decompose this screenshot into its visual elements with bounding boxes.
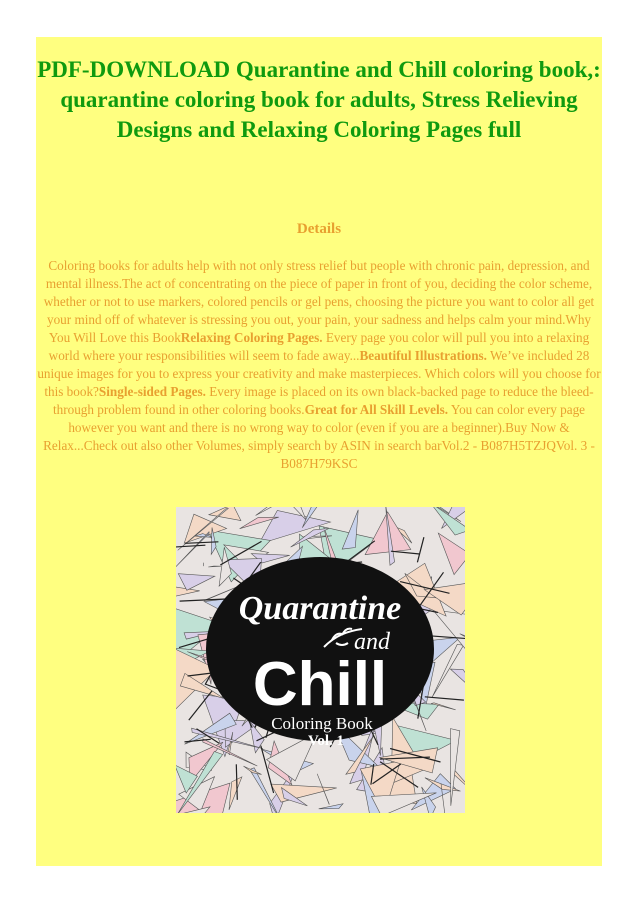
pattern-triangle [342, 510, 358, 549]
pattern-triangle [178, 574, 215, 591]
feature-single-sided: Single-sided Pages. [98, 384, 206, 399]
description-text-5: You can color every page however you want and there is no wrong way to color (even if you are a beginner).Buy Now & Relax...Check out also other Volumes, simply search by ASIN in search barVol.2 - B087H5TZJQVol. 3 - B087H79KSC [43, 402, 595, 471]
pattern-triangle [319, 804, 343, 809]
pattern-hatch-line [236, 764, 237, 800]
cover-volume: Vol. 1 [307, 733, 345, 749]
pattern-hatch-line [425, 697, 464, 700]
description-text-1: Coloring books for adults help with not only stress relief but people with chronic pain, depression, and mental illness.The act of concentrating on the piece of paper in front of you, deciding the color scheme, whether or not to use markers, colored pencils or gel pens, choosing the picture you want to color all get your mind off of whatever is stressing you out, your pain, your sadness and helps calm your mind.Why You Will Love this Book [43, 258, 595, 345]
cover-title-quarantine: Quarantine [238, 590, 402, 627]
page-title: PDF-DOWNLOAD Quarantine and Chill coloring book,: quarantine coloring book for adults, Stress Relieving Designs and Relaxing Coloring Pages full [37, 57, 601, 142]
pattern-hatch-line [391, 551, 420, 554]
pattern-triangle [271, 784, 337, 802]
book-cover-image [176, 507, 465, 813]
document-page [36, 37, 602, 866]
pattern-triangle [450, 669, 465, 699]
details-heading: Details [296, 221, 342, 237]
pattern-triangle [209, 507, 241, 521]
pattern-triangle [451, 729, 460, 806]
pattern-hatch-line [176, 545, 205, 547]
cover-title-chill: Chill [252, 650, 388, 719]
description-paragraph [36, 257, 602, 473]
cover-title-and: and [354, 629, 390, 655]
cover-artwork [176, 507, 465, 813]
pattern-triangle [438, 533, 465, 575]
pattern-triangle [229, 777, 242, 810]
feature-illustrations: Beautiful Illustrations. [359, 348, 487, 363]
description-text-3: We’ve included 28 unique images for you to express your creativity and make masterpieces. Which colors will you choose for this book? [37, 348, 601, 399]
pattern-triangle [208, 566, 221, 567]
feature-relaxing-pages: Relaxing Coloring Pages. [180, 330, 323, 345]
feature-skill-levels: Great for All Skill Levels. [304, 402, 449, 417]
description-text-2: Every page you color will pull you into a relaxing world where your responsibilities will seem to fade away... [48, 330, 590, 363]
cover-subtitle: Coloring Book [271, 714, 373, 733]
pattern-hatch-line [417, 537, 424, 562]
description-text-4: Every image is placed on its own black-backed page to reduce the bleed-through problem found in other coloring books. [52, 384, 594, 417]
